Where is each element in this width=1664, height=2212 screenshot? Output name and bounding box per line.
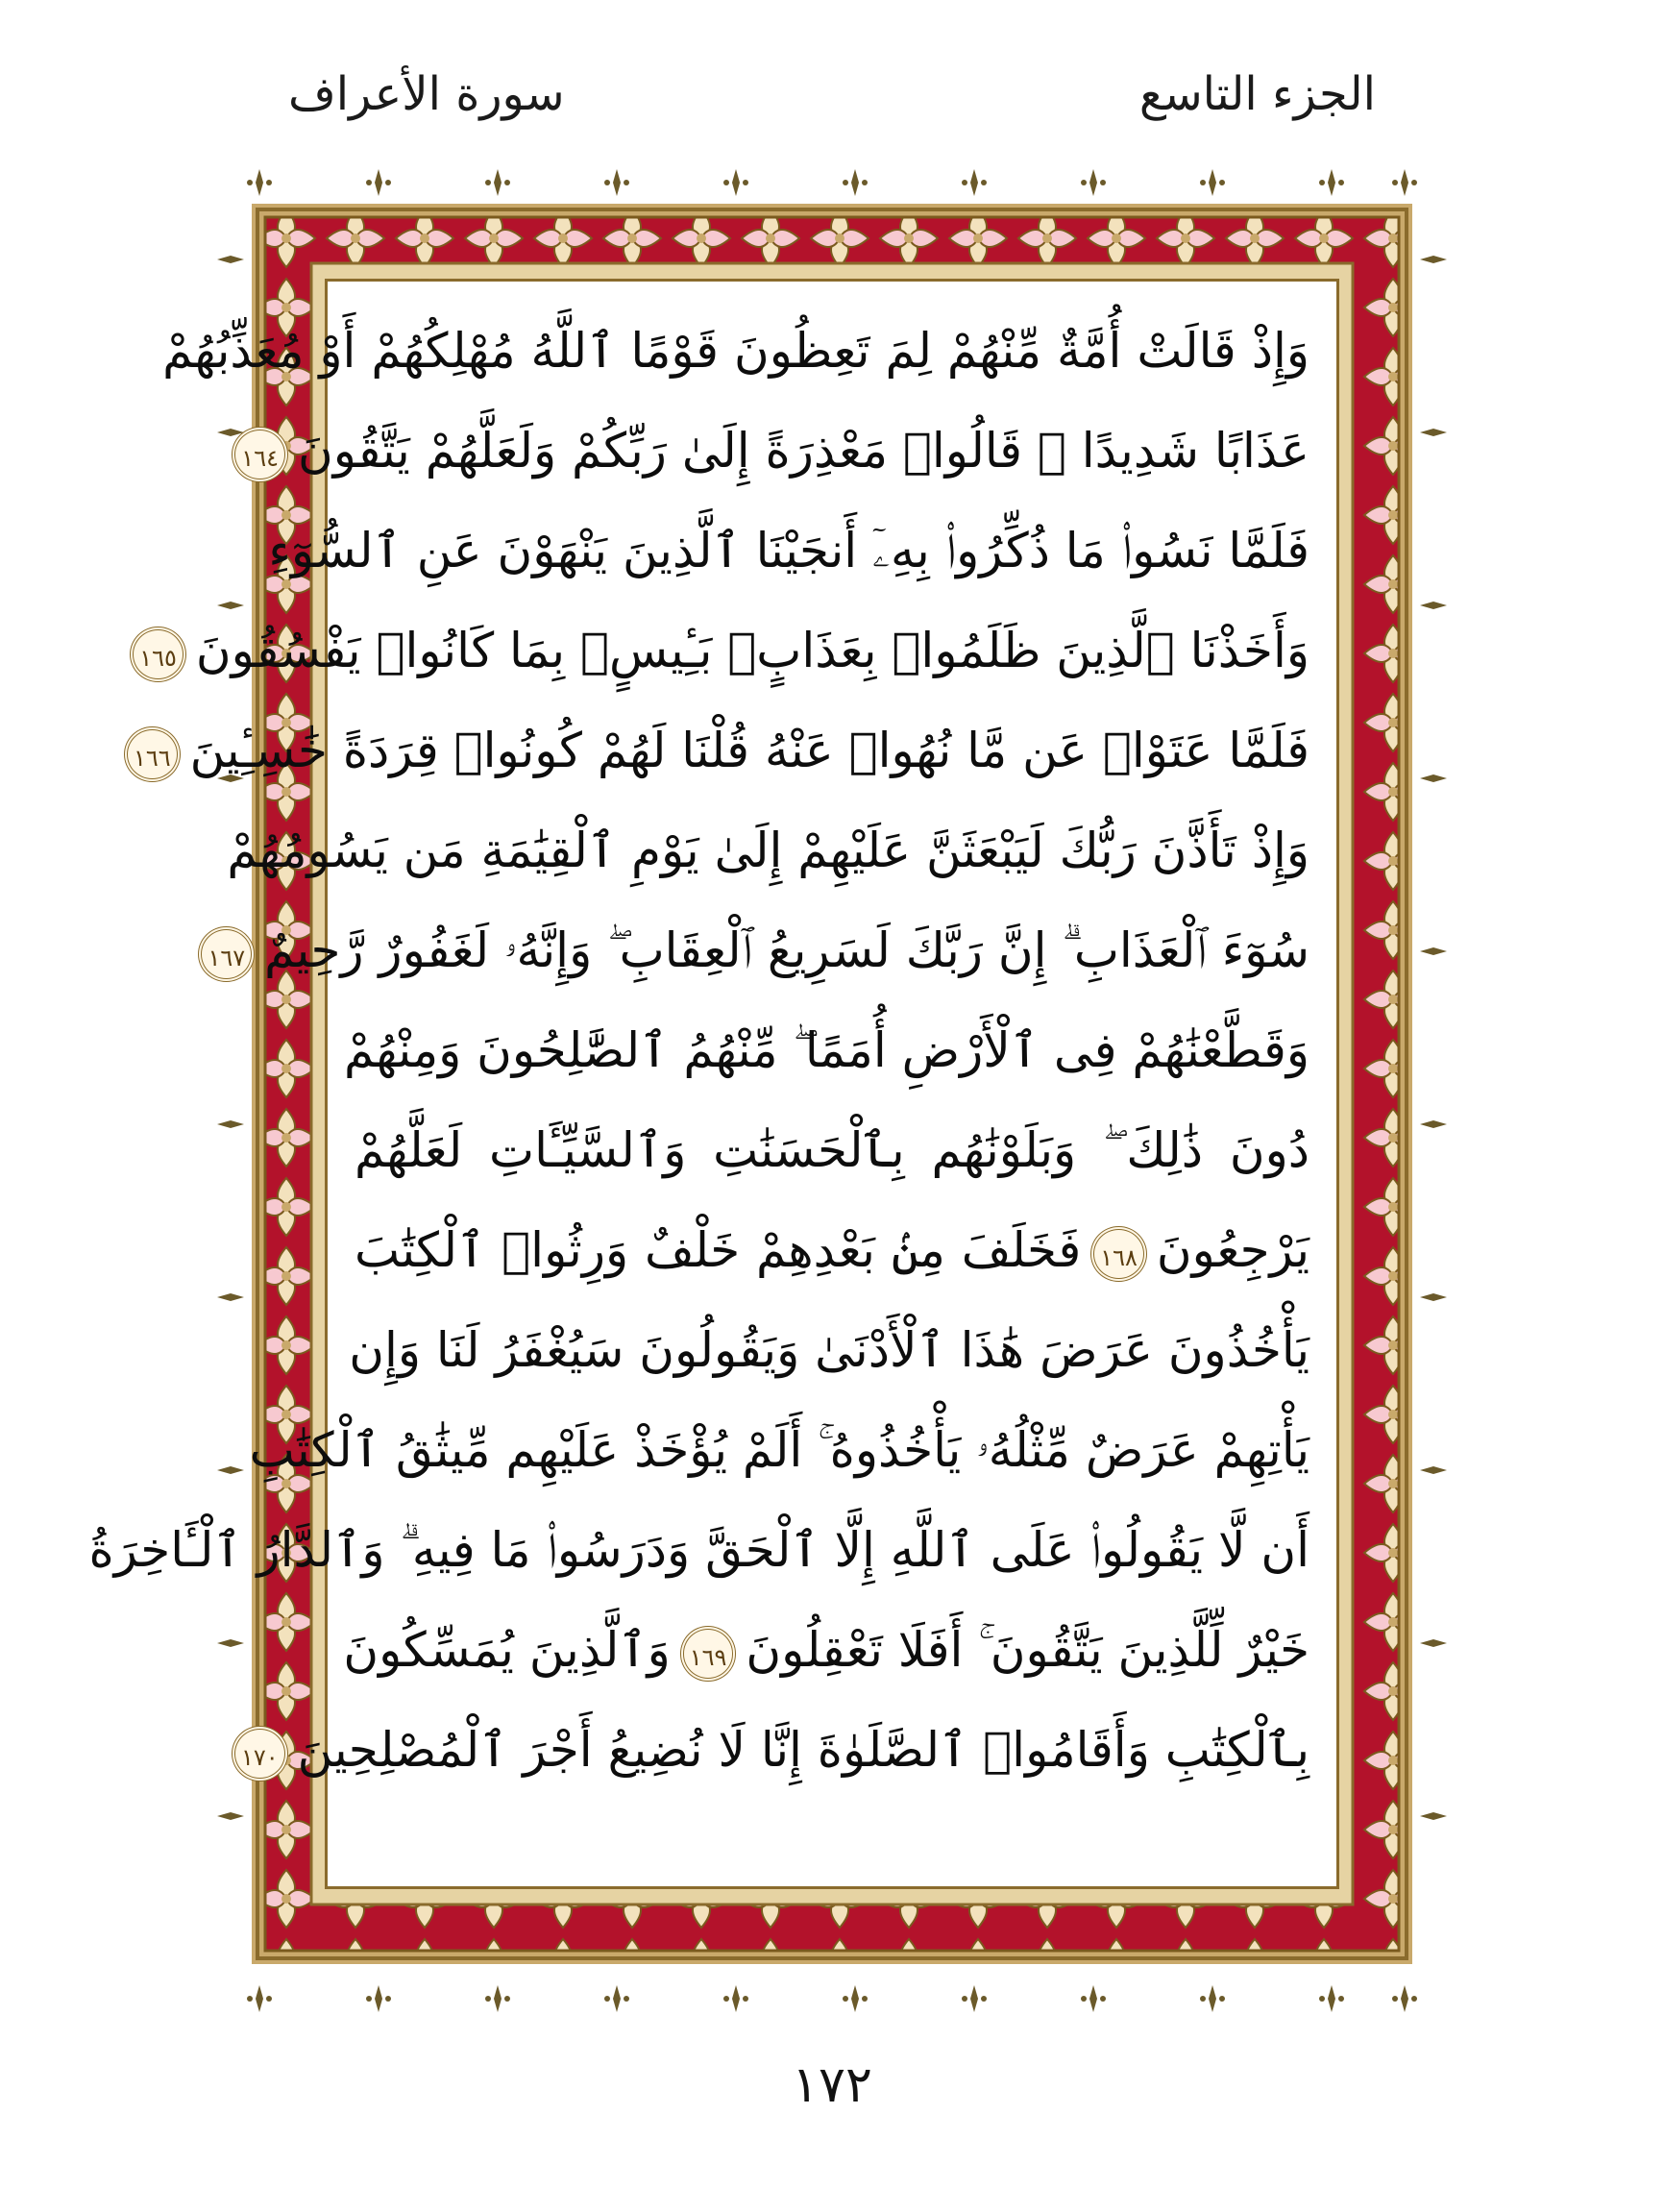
verse-line — [328, 1000, 1336, 1100]
verse-line — [241, 401, 1336, 501]
verse-text: بِٱلْكِتَٰبِ وَأَقَامُوا۟ ٱلصَّلَوٰةَ إِنَّا لَا نُضِيعُ أَجْرَ ٱلْمُصْلِحِينَ — [297, 1722, 1309, 1778]
verse-text: وَإِذْ تَأَذَّنَ رَبُّكَ لَيَبْعَثَنَّ عَلَيْهِمْ إِلَىٰ يَوْمِ ٱلْقِيَٰمَةِ مَن يَسُومُهُمْ — [227, 823, 1309, 878]
verse-line — [328, 1200, 1336, 1300]
verse-line — [208, 900, 1336, 1000]
verse-text: عَذَابًا شَدِيدًا ۖ قَالُوا۟ مَعْذِرَةً إِلَىٰ رَبِّكُمْ وَلَعَلَّهُمْ يَتَّقُونَ — [297, 423, 1309, 479]
ayah-number-marker: ١٦٩ — [680, 1626, 737, 1682]
ayah-number-marker: ١٦٧ — [198, 926, 255, 982]
ornament-finial — [1319, 169, 1344, 196]
verse-line — [133, 700, 1336, 800]
ornament-finial — [366, 169, 391, 196]
ornament-finial — [485, 169, 510, 196]
verse-line — [328, 1600, 1336, 1700]
ornament-finial — [1392, 169, 1417, 196]
ornament-finial — [247, 169, 272, 196]
verse-text: فَلَمَّا نَسُوا۟ مَا ذُكِّرُوا۟ بِهِۦٓ أَنجَيْنَا ٱلَّذِينَ يَنْهَوْنَ عَنِ ٱلسُّوٓءِ — [268, 523, 1309, 578]
ornament-finial — [723, 169, 748, 196]
page-number: ١٧٢ — [792, 2056, 872, 2114]
verse-text: وَأَخَذْنَا ٱلَّذِينَ ظَلَمُوا۟ بِعَذَابٍۭ بَـِٔيسٍۭ بِمَا كَانُوا۟ يَفْسُقُونَ — [195, 623, 1309, 678]
verse-line — [268, 501, 1336, 601]
verse-lines — [88, 301, 1336, 1800]
verse-line — [162, 301, 1336, 401]
text-panel — [88, 279, 1339, 1889]
juz-title: الجزء التاسع — [1138, 67, 1376, 121]
verse-text: فَخَلَفَ مِنۢ بَعْدِهِمْ خَلْفٌ وَرِثُوا۟ ٱلْكِتَٰبَ — [355, 1222, 1082, 1278]
verse-text: يَأْتِهِمْ عَرَضٌ مِّثْلُهُۥ يَأْخُذُوهُ ۚ أَلَمْ يُؤْخَذْ عَلَيْهِم مِّيثَٰقُ ٱلْكِتَٰبِ — [249, 1422, 1309, 1478]
top-ornament-row — [240, 163, 1424, 202]
verse-text: سُوٓءَ ٱلْعَذَابِ ۗ إِنَّ رَبَّكَ لَسَرِيعُ ٱلْعِقَابِ ۖ وَإِنَّهُۥ لَغَفُورٌ رَّحِيمٌ — [264, 922, 1309, 978]
verse-text: يَرْجِعُونَ — [1156, 1222, 1309, 1278]
verse-line — [240, 1700, 1336, 1800]
verse-line — [328, 1300, 1336, 1400]
verse-line — [249, 1400, 1336, 1500]
verse-text: دُونَ ذَٰلِكَ ۖ وَبَلَوْنَٰهُم بِٱلْحَسَنَٰتِ وَٱلسَّيِّـَٔاتِ لَعَلَّهُمْ — [355, 1122, 1309, 1178]
verse-text: وَقَطَّعْنَٰهُمْ فِى ٱلْأَرْضِ أُمَمًا ۖ مِّنْهُمُ ٱلصَّٰلِحُونَ وَمِنْهُمْ — [343, 1022, 1309, 1078]
ayah-number-marker: ١٦٥ — [130, 627, 186, 682]
verse-text: وَإِذْ قَالَتْ أُمَّةٌ مِّنْهُمْ لِمَ تَعِظُونَ قَوْمًا ٱللَّهُ مُهْلِكُهُمْ أَوْ مُعَذِّبُهُمْ — [162, 323, 1309, 379]
ornament-finial — [1081, 169, 1106, 196]
verse-text: خَيْرٌ لِّلَّذِينَ يَتَّقُونَ ۚ أَفَلَا تَعْقِلُونَ — [746, 1622, 1309, 1678]
verse-line — [139, 601, 1336, 700]
ornament-finial — [604, 169, 629, 196]
verse-line — [88, 1500, 1336, 1600]
verse-text: يَأْخُذُونَ عَرَضَ هَٰذَا ٱلْأَدْنَىٰ وَيَقُولُونَ سَيُغْفَرُ لَنَا وَإِن — [349, 1322, 1309, 1378]
ornament-finial — [843, 169, 868, 196]
ayah-number-marker: ١٦٨ — [1090, 1226, 1147, 1282]
surah-title: سورة الأعراف — [288, 67, 565, 121]
verse-line — [227, 800, 1336, 900]
ayah-number-marker: ١٦٤ — [232, 427, 288, 482]
ayah-number-marker: ١٦٦ — [124, 726, 181, 782]
verse-text: فَلَمَّا عَتَوْا۟ عَن مَّا نُهُوا۟ عَنْهُ قُلْنَا لَهُمْ كُونُوا۟ قِرَدَةً خَٰسِـِٔينَ — [189, 723, 1309, 778]
verse-line — [328, 1100, 1336, 1200]
ayah-number-marker: ١٧٠ — [232, 1726, 288, 1782]
page-header — [288, 58, 1376, 144]
verse-text: وَٱلَّذِينَ يُمَسِّكُونَ — [343, 1622, 671, 1678]
ornament-finial — [1200, 169, 1225, 196]
verse-text: أَن لَّا يَقُولُوا۟ عَلَى ٱللَّهِ إِلَّا ٱلْحَقَّ وَدَرَسُوا۟ مَا فِيهِ ۗ وَٱلدَّارُ ٱلْـَٔاخِرَةُ — [88, 1522, 1309, 1578]
right-ornament-column — [1414, 221, 1453, 1951]
ornament-finial — [962, 169, 987, 196]
bottom-ornament-row — [240, 1979, 1424, 2018]
